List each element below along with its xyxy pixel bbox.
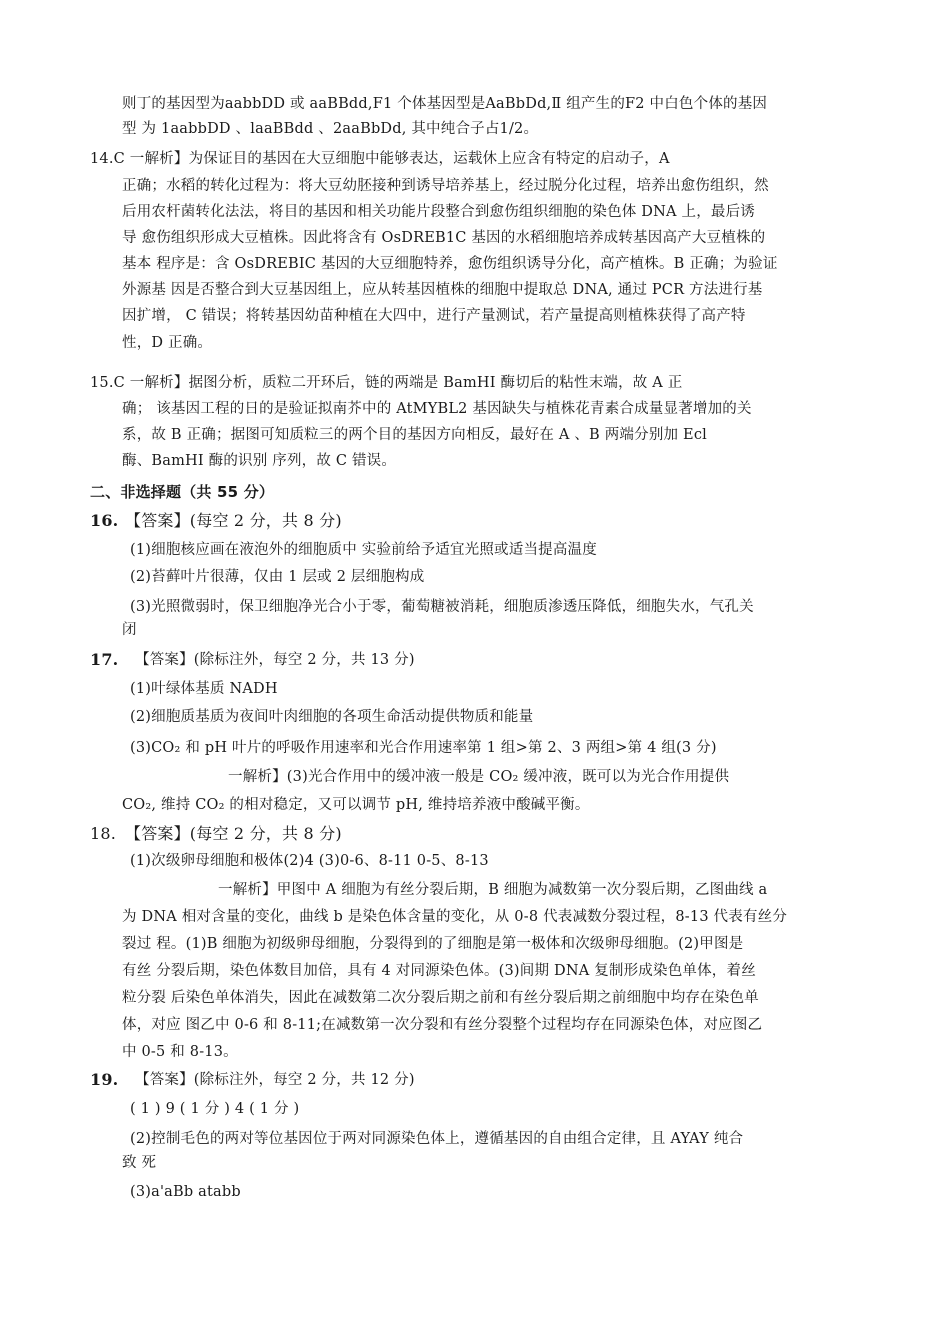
text-line: 粒分裂 后染色单体消失，因此在减数第二次分裂后期之前和有丝分裂后期之前细胞中均存在染色单: [122, 990, 759, 1006]
text-line: 后用农杆菌转化法法，将目的基因和相关功能片段整合到愈伤组织细胞的染色体 DNA 上，最后诱: [122, 204, 755, 220]
text-line: 正确；水稻的转化过程为：将大豆幼胚接种到诱导培养基上，经过脱分化过程，培养出愈伤组织，然: [122, 178, 769, 194]
text-line: 中 0-5 和 8-13。: [122, 1044, 238, 1060]
question-number-17: 17.: [90, 650, 119, 669]
text-line: 则丁的基因型为aabbDD 或 aaBBdd,F1 个体基因型是AaBbDd,Ⅱ 组产生的F2 中白色个体的基因: [122, 96, 768, 112]
text-line: 确； 该基因工程的日的是验证拟南芥中的 AtMYBL2 基因缺失与植株花青素合成量显著增加的关: [122, 401, 752, 417]
answer-14: 14.C 一解析】为保证目的基因在大豆细胞中能够表达，运载休上应含有特定的启动子，A: [90, 151, 670, 167]
answer-15: 15.C 一解析】据图分析，质粒二开环后，链的两端是 BamHI 酶切后的粘性末端，故 A 正: [90, 375, 683, 391]
text-line: ( 1 ) 9 ( 1 分 ) 4 ( 1 分 ): [130, 1101, 300, 1117]
text-line: (1)次级卵母细胞和极体(2)4 (3)0-6、8-11 0-5、8-13: [130, 853, 489, 869]
text-line: (3)CO₂ 和 pH 叶片的呼吸作用速率和光合作用速率第 1 组>第 2、3 两组>第 4 组(3 分): [130, 740, 717, 756]
text-line: 基本 程序是：含 OsDREBIC 基因的大豆细胞特养，愈伤组织诱导分化，高产植株。B 正确；为验证: [122, 256, 778, 272]
question-number-18: 18.: [90, 824, 117, 843]
text-line: 导 愈伤组织形成大豆植株。因此将含有 OsDREB1C 基因的水稻细胞培养成转基因高产大豆植株的: [122, 230, 766, 246]
text-line: (2)苔藓叶片很薄，仅由 1 层或 2 层细胞构成: [130, 569, 425, 585]
text-line: 外源基 因是否整合到大豆基因组上，应从转基因植株的细胞中提取总 DNA, 通过 PCR 方法进行基: [122, 282, 763, 298]
text-line: 闭: [122, 622, 137, 638]
text-line: (2)控制毛色的两对等位基因位于两对同源染色体上，遵循基因的自由组合定律，且 AYAY 纯合: [130, 1131, 744, 1147]
section-title: 二、非选择题（共 55 分）: [90, 483, 275, 501]
text-line: (2)细胞质基质为夜间叶肉细胞的各项生命活动提供物质和能量: [130, 709, 534, 725]
text-line: 致 死: [122, 1155, 157, 1171]
text-line: 因扩增， C 错误；将转基因幼苗种植在大四中，进行产量测试，若产量提高则植株获得了高产特: [122, 308, 746, 324]
text-line: 性，D 正确。: [122, 335, 213, 351]
text-line: 体，对应 图乙中 0-6 和 8-11;在减数第一次分裂和有丝分裂整个过程均存在同源染色体，对应图乙: [122, 1017, 763, 1033]
text-line: CO₂, 维持 CO₂ 的相对稳定，又可以调节 pH, 维持培养液中酸碱平衡。: [122, 797, 590, 813]
text-line: 酶、BamHI 酶的识别 序列，故 C 错误。: [122, 453, 397, 469]
text-line: (3)a'aBb atabb: [130, 1184, 241, 1200]
answer-header: 【答案】(除标注外，每空 2 分，共 13 分): [135, 652, 415, 668]
text-line: 型 为 1aabbDD 、laaBBdd 、2aaBbDd, 其中纯合子占1/2。: [122, 121, 539, 137]
text-line: 一解析】甲图中 A 细胞为有丝分裂后期，B 细胞为减数第一次分裂后期，乙图曲线 a: [218, 882, 768, 898]
question-number-19: 19.: [90, 1070, 119, 1089]
text-line: 为 DNA 相对含量的变化，曲线 b 是染色体含量的变化，从 0-8 代表减数分裂过程，8-13 代表有丝分: [122, 909, 788, 925]
text-line: 一解析】(3)光合作用中的缓冲液一般是 CO₂ 缓冲液，既可以为光合作用提供: [228, 769, 730, 785]
answer-header: 【答案】(每空 2 分，共 8 分): [125, 824, 342, 843]
answer-header: 【答案】(除标注外，每空 2 分，共 12 分): [135, 1072, 415, 1088]
text-line: 裂过 程。(1)B 细胞为初级卵母细胞，分裂得到的了细胞是第一极体和次级卵母细胞。(2)甲图是: [122, 936, 744, 952]
text-line: (1)细胞核应画在液泡外的细胞质中 实验前给予适宜光照或适当提高温度: [130, 542, 597, 558]
answer-header: 【答案】(每空 2 分，共 8 分): [125, 511, 342, 530]
text-line: (1)叶绿体基质 NADH: [130, 681, 278, 697]
text-line: 有丝 分裂后期，染色体数目加倍，具有 4 对同源染色体。(3)间期 DNA 复制形成染色单体，着丝: [122, 963, 756, 979]
question-number-16: 16.: [90, 511, 119, 530]
text-line: (3)光照微弱时，保卫细胞净光合小于零，葡萄糖被消耗，细胞质渗透压降低，细胞失水，气孔关: [130, 599, 754, 615]
text-line: 系，故 B 正确；据图可知质粒三的两个目的基因方向相反，最好在 A 、B 两端分别加 Ecl: [122, 427, 707, 443]
